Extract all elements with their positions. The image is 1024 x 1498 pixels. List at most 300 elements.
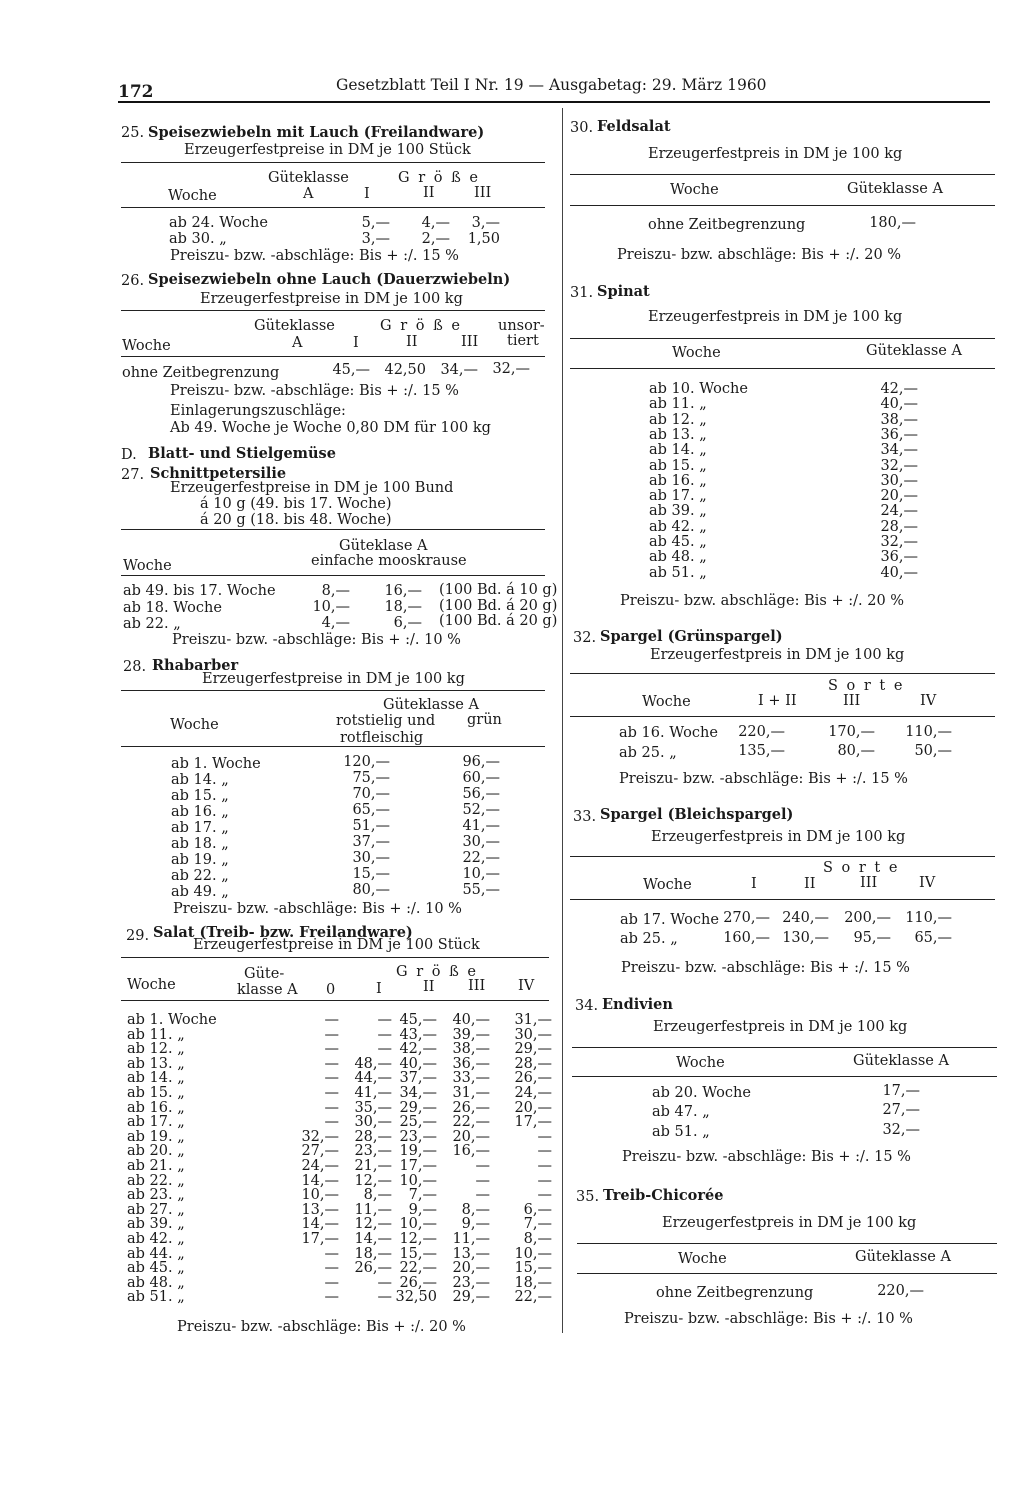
col-header: III xyxy=(468,978,486,994)
cell-note: (100 Bd. á 20 g) xyxy=(439,613,558,629)
cell-price: 32,— xyxy=(880,457,918,474)
cell-price: 42,50 xyxy=(384,362,426,378)
cell-price: 10,— xyxy=(301,1187,339,1204)
column-divider xyxy=(562,108,563,1333)
section-subtitle: Erzeugerfestpreis in DM je 100 kg xyxy=(650,647,905,663)
col-header: II xyxy=(406,334,418,350)
section-title: Spargel (Grünspargel) xyxy=(600,628,783,645)
cell-week: ab 16. „ xyxy=(649,472,707,489)
cell-price: 2,— xyxy=(421,231,450,247)
col-header: A xyxy=(303,186,314,202)
table-rule xyxy=(121,310,545,311)
cell-price: 18,— xyxy=(384,599,422,615)
cell-price: 32,— xyxy=(301,1128,339,1145)
cell-price: — xyxy=(377,1012,392,1028)
table-rule xyxy=(121,162,545,163)
cell-week: ab 13. „ xyxy=(127,1055,185,1072)
cell-note: (100 Bd. á 10 g) xyxy=(439,582,558,598)
cell-price: 40,— xyxy=(880,564,918,581)
cell-price: 28,— xyxy=(514,1055,552,1072)
cell-week: ab 45. „ xyxy=(649,534,707,550)
cell-price: — xyxy=(475,1187,490,1204)
col-header: rotfleischig xyxy=(340,730,424,746)
cell-price: 41,— xyxy=(462,818,500,834)
col-header: grün xyxy=(467,712,502,728)
cell-price: 27,— xyxy=(301,1143,339,1160)
cell-price: 8,— xyxy=(461,1201,490,1218)
cell-price: 12,— xyxy=(399,1231,437,1247)
cell-price: 45,— xyxy=(399,1012,437,1028)
cell-week: ab 10. Woche xyxy=(649,381,748,397)
cell-price: 135,— xyxy=(738,743,785,759)
section-subtitle: Erzeugerfestpreise in DM je 100 Bund xyxy=(170,480,454,496)
cell-week: ab 42. „ xyxy=(649,518,707,535)
cell-week: ab 20. „ xyxy=(127,1143,185,1160)
cell-price: 34,— xyxy=(880,442,918,459)
cell-price: 17,— xyxy=(514,1114,552,1131)
col-header: Woche xyxy=(122,338,171,354)
table-rule xyxy=(570,338,995,339)
cell-price: 10,— xyxy=(312,599,350,615)
cell-week: ab 48. „ xyxy=(649,549,707,566)
cell-price: 220,— xyxy=(738,724,785,740)
cell-price: 39,— xyxy=(452,1026,490,1043)
cell-week: ohne Zeitbegrenzung xyxy=(656,1285,814,1301)
table-rule xyxy=(121,957,549,958)
surcharge-note: Preiszu- bzw. -abschläge: Bis + :/. 15 % xyxy=(622,1149,911,1165)
cell-price: 75,— xyxy=(352,770,390,786)
cell-price: 38,— xyxy=(880,411,918,428)
col-header: G r ö ß e xyxy=(396,964,478,980)
cell-week: ohne Zeitbegrenzung xyxy=(648,217,806,233)
cell-week: ab 16. „ xyxy=(171,804,229,820)
cell-week: ab 1. Woche xyxy=(171,756,261,772)
cell-week: ab 16. Woche xyxy=(619,725,718,741)
surcharge-note: Preiszu- bzw. abschläge: Bis + :/. 20 % xyxy=(617,247,902,263)
cell-week: ab 25. „ xyxy=(620,931,678,947)
cell-price: 20,— xyxy=(452,1128,490,1145)
surcharge-note: Preiszu- bzw. -abschläge: Bis + :/. 10 % xyxy=(172,632,461,648)
col-header: Güteklasse A xyxy=(855,1249,951,1265)
table-rule xyxy=(570,856,995,857)
cell-price: 36,— xyxy=(452,1055,490,1072)
cell-price: 9,— xyxy=(461,1216,490,1233)
cell-price: 56,— xyxy=(462,786,500,802)
cell-week: ab 11. „ xyxy=(127,1026,185,1043)
cell-price: 23,— xyxy=(354,1143,392,1160)
cell-week: ab 22. „ xyxy=(127,1172,185,1189)
cell-price: 50,— xyxy=(914,743,952,759)
section-number: 32. xyxy=(573,630,597,646)
cell-price: 45,— xyxy=(332,362,370,378)
cell-week: ab 22. „ xyxy=(123,616,181,632)
cell-week: ab 17. „ xyxy=(171,820,229,836)
surcharge-note: Preiszu- bzw. -abschläge: Bis + :/. 20 % xyxy=(177,1319,466,1335)
cell-week: ab 15. „ xyxy=(127,1085,185,1101)
cell-price: 18,— xyxy=(514,1274,552,1291)
section-title: Schnittpetersilie xyxy=(150,465,287,482)
cell-week: ab 25. „ xyxy=(619,745,677,761)
cell-price: 24,— xyxy=(514,1085,552,1101)
cell-price: 10,— xyxy=(514,1245,552,1262)
cell-price: 40,— xyxy=(452,1012,490,1028)
surcharge-note: Preiszu- bzw. -abschläge: Bis + :/. 15 % xyxy=(170,248,459,264)
cell-price: — xyxy=(324,1260,339,1277)
section-number: 26. xyxy=(121,273,145,289)
cell-price: 6,— xyxy=(523,1201,552,1218)
cell-price: 30,— xyxy=(352,850,390,866)
cell-price: 26,— xyxy=(354,1260,392,1277)
cell-price: — xyxy=(475,1158,490,1174)
section-number: 27. xyxy=(121,467,145,483)
cell-week: ab 22. „ xyxy=(171,868,229,884)
col-header: Woche xyxy=(672,345,721,361)
cell-price: 17,— xyxy=(301,1231,339,1247)
cell-price: 24,— xyxy=(301,1158,339,1174)
cell-week: ab 17. „ xyxy=(127,1114,185,1131)
table-rule xyxy=(121,575,545,576)
cell-week: ab 12. „ xyxy=(649,411,707,428)
cell-price: 16,— xyxy=(452,1143,490,1160)
section-number: 33. xyxy=(573,809,597,825)
section-title: Feldsalat xyxy=(597,118,671,135)
col-header: I xyxy=(751,876,757,892)
cell-price: — xyxy=(324,1055,339,1072)
cell-price: 29,— xyxy=(452,1289,490,1306)
col-header: Woche xyxy=(170,717,219,733)
cell-price: 30,— xyxy=(880,472,918,489)
cell-price: 32,— xyxy=(882,1122,920,1138)
table-rule xyxy=(121,529,545,530)
table-rule xyxy=(570,205,995,206)
cell-price: 28,— xyxy=(880,518,918,535)
cell-week: ab 19. „ xyxy=(127,1128,185,1145)
section-subtitle: Erzeugerfestpreise in DM je 100 Stück xyxy=(193,937,480,953)
cell-price: 18,— xyxy=(354,1245,392,1262)
cell-price: 1,50 xyxy=(467,231,500,247)
cell-price: 240,— xyxy=(782,910,829,926)
cell-price: — xyxy=(324,1085,339,1101)
cell-price: 170,— xyxy=(828,724,875,740)
cell-price: 42,— xyxy=(880,381,918,397)
col-header: II xyxy=(423,979,435,995)
section-subtitle: Erzeugerfestpreis in DM je 100 kg xyxy=(651,829,906,845)
cell-week: ab 17. „ xyxy=(649,488,707,505)
section-subtitle: Erzeugerfestpreise in DM je 100 kg xyxy=(200,291,463,307)
cell-week: ab 1. Woche xyxy=(127,1012,217,1028)
cell-week: ab 12. „ xyxy=(127,1041,185,1058)
section-title: Blatt- und Stielgemüse xyxy=(148,445,336,462)
col-header: IV xyxy=(919,875,936,891)
cell-price: — xyxy=(537,1158,552,1174)
section-number: 35. xyxy=(576,1189,600,1205)
cell-price: 220,— xyxy=(877,1283,924,1299)
cell-price: 110,— xyxy=(905,910,952,926)
col-header: Güte- xyxy=(244,966,285,982)
col-header: Güteklasse xyxy=(268,170,349,186)
cell-price: 160,— xyxy=(723,930,770,946)
cell-price: 110,— xyxy=(905,724,952,740)
col-header: Güteklasse xyxy=(254,318,335,334)
surcharge-note: Preiszu- bzw. -abschläge: Bis + :/. 15 % xyxy=(170,383,459,399)
cell-week: ab 13. „ xyxy=(649,426,707,443)
cell-price: — xyxy=(537,1143,552,1160)
cell-price: 35,— xyxy=(354,1099,392,1116)
table-rule xyxy=(572,1076,997,1077)
section-title: Rhabarber xyxy=(152,657,239,674)
cell-price: 120,— xyxy=(343,754,390,770)
section-title: Spinat xyxy=(597,283,650,300)
surcharge-note: Preiszu- bzw. -abschläge: Bis + :/. 10 % xyxy=(624,1311,913,1327)
surcharge-note: Preiszu- bzw. -abschläge: Bis + :/. 15 % xyxy=(619,771,908,787)
col-header: S o r t e xyxy=(828,678,905,694)
section-title: Speisezwiebeln ohne Lauch (Dauerzwiebeln) xyxy=(148,271,511,288)
cell-week: ab 14. „ xyxy=(127,1070,185,1087)
cell-price: 36,— xyxy=(880,549,918,566)
section-title: Salat (Treib- bzw. Freilandware) xyxy=(153,924,413,941)
cell-price: 8,— xyxy=(321,583,350,599)
cell-price: — xyxy=(537,1187,552,1204)
cell-week: ab 45. „ xyxy=(127,1260,185,1277)
cell-price: — xyxy=(324,1041,339,1058)
page-number: 172 xyxy=(118,82,154,102)
cell-price: 30,— xyxy=(514,1026,552,1043)
col-header: II xyxy=(423,185,435,201)
col-header: Güteklasse A xyxy=(383,697,479,713)
cell-price: 60,— xyxy=(462,770,500,786)
table-rule xyxy=(570,716,995,717)
cell-price: — xyxy=(324,1070,339,1087)
surcharge-note: Preiszu- bzw. abschläge: Bis + :/. 20 % xyxy=(620,593,905,609)
table-rule xyxy=(570,368,995,369)
section-number: 30. xyxy=(570,120,594,136)
cell-price: — xyxy=(377,1041,392,1058)
table-rule xyxy=(572,1047,997,1048)
cell-price: — xyxy=(324,1274,339,1291)
cell-price: 15,— xyxy=(399,1245,437,1262)
cell-price: 43,— xyxy=(399,1026,437,1043)
section-number: 34. xyxy=(575,998,599,1014)
col-header: G r ö ß e xyxy=(398,170,480,186)
cell-price: 10,— xyxy=(399,1216,437,1233)
cell-price: 30,— xyxy=(462,834,500,850)
cell-price: 32,— xyxy=(492,361,530,377)
cell-price: 13,— xyxy=(452,1245,490,1262)
section-title: Spargel (Bleichspargel) xyxy=(600,806,794,823)
cell-price: 41,— xyxy=(354,1085,392,1101)
cell-price: 11,— xyxy=(452,1231,490,1247)
cell-price: — xyxy=(324,1099,339,1116)
col-header: Woche xyxy=(676,1055,725,1071)
section-subtitle: Erzeugerfestpreise in DM je 100 Stück xyxy=(184,142,471,158)
cell-price: 4,— xyxy=(421,215,450,231)
cell-price: 20,— xyxy=(514,1099,552,1116)
surcharge-note: Preiszu- bzw. -abschläge: Bis + :/. 10 % xyxy=(173,901,462,917)
surcharge-note: Preiszu- bzw. -abschläge: Bis + :/. 15 % xyxy=(621,960,910,976)
cell-price: 180,— xyxy=(869,215,916,231)
col-header: einfache mooskrause xyxy=(311,553,467,569)
cell-week: ab 39. „ xyxy=(127,1216,185,1233)
col-header: unsor- xyxy=(498,318,545,334)
col-header: Güteklasse A xyxy=(847,181,943,197)
cell-price: 32,— xyxy=(880,534,918,550)
cell-price: 80,— xyxy=(837,743,875,759)
cell-note: (100 Bd. á 20 g) xyxy=(439,598,558,614)
col-header: III xyxy=(860,875,878,891)
cell-price: 55,— xyxy=(462,882,500,898)
header-rule xyxy=(118,101,990,103)
col-header: Woche xyxy=(127,977,176,993)
cell-price: 22,— xyxy=(399,1260,437,1277)
col-header: II xyxy=(804,876,816,892)
cell-price: 96,— xyxy=(462,754,500,770)
col-header: III xyxy=(461,334,479,350)
cell-price: 33,— xyxy=(452,1070,490,1087)
cell-price: 40,— xyxy=(880,396,918,413)
table-rule xyxy=(121,690,545,691)
cell-week: ab 15. „ xyxy=(649,457,707,474)
cell-price: 23,— xyxy=(452,1274,490,1291)
cell-price: 80,— xyxy=(352,882,390,898)
cell-price: 20,— xyxy=(880,488,918,505)
section-number: 25. xyxy=(121,125,145,141)
cell-week: ab 44. „ xyxy=(127,1245,185,1262)
cell-price: — xyxy=(475,1172,490,1189)
table-rule xyxy=(570,673,995,674)
col-header: Woche xyxy=(670,182,719,198)
cell-price: 31,— xyxy=(452,1085,490,1101)
cell-week: ab 11. „ xyxy=(649,396,707,413)
col-header: Woche xyxy=(168,188,217,204)
section-subtitle: Erzeugerfestpreis in DM je 100 kg xyxy=(653,1019,908,1035)
cell-price: 30,— xyxy=(354,1114,392,1131)
cell-week: ohne Zeitbegrenzung xyxy=(122,365,280,381)
cell-price: 48,— xyxy=(354,1055,392,1072)
section-number: 29. xyxy=(126,928,150,944)
table-rule xyxy=(121,207,545,208)
cell-price: 14,— xyxy=(354,1231,392,1247)
col-header: Woche xyxy=(123,558,172,574)
cell-price: 42,— xyxy=(399,1041,437,1058)
col-header: III xyxy=(474,185,492,201)
section-note: á 20 g (18. bis 48. Woche) xyxy=(200,512,392,528)
section-subtitle: Erzeugerfestpreise in DM je 100 kg xyxy=(202,671,465,687)
cell-price: 9,— xyxy=(408,1201,437,1218)
cell-week: ab 19. „ xyxy=(171,852,229,868)
cell-week: ab 51. „ xyxy=(127,1289,185,1306)
cell-price: 65,— xyxy=(914,930,952,946)
cell-price: 28,— xyxy=(354,1128,392,1145)
cell-week: ab 16. „ xyxy=(127,1099,185,1116)
section-title: Treib-Chicorée xyxy=(603,1187,724,1204)
col-header: G r ö ß e xyxy=(380,318,462,334)
cell-week: ab 24. Woche xyxy=(169,215,268,231)
col-header: Woche xyxy=(678,1251,727,1267)
cell-price: — xyxy=(537,1128,552,1145)
table-rule xyxy=(121,356,545,357)
col-header: Güteklasse A xyxy=(853,1053,949,1069)
cell-price: 15,— xyxy=(352,866,390,882)
table-rule xyxy=(577,1243,997,1244)
cell-price: — xyxy=(324,1245,339,1262)
section-title: Speisezwiebeln mit Lauch (Freilandware) xyxy=(148,124,485,141)
cell-week: ab 51. „ xyxy=(649,564,707,581)
section-number: 28. xyxy=(123,659,147,675)
cell-price: 22,— xyxy=(462,850,500,866)
cell-week: ab 20. Woche xyxy=(652,1085,751,1101)
cell-price: 38,— xyxy=(452,1041,490,1058)
cell-price: 8,— xyxy=(523,1231,552,1247)
col-header: Woche xyxy=(642,694,691,710)
cell-price: 65,— xyxy=(352,802,390,818)
cell-price: 34,— xyxy=(440,362,478,378)
col-header: IV xyxy=(920,693,937,709)
cell-price: — xyxy=(377,1026,392,1043)
cell-price: 12,— xyxy=(354,1216,392,1233)
cell-week: ab 39. „ xyxy=(649,503,707,520)
cell-price: 29,— xyxy=(399,1099,437,1116)
cell-week: ab 14. „ xyxy=(649,442,707,459)
cell-price: — xyxy=(377,1289,392,1306)
section-subtitle: Erzeugerfestpreis in DM je 100 kg xyxy=(648,146,903,162)
col-header: IV xyxy=(518,978,535,994)
col-header: III xyxy=(843,693,861,709)
cell-price: 26,— xyxy=(399,1274,437,1291)
cell-price: 11,— xyxy=(354,1201,392,1218)
cell-week: ab 49. „ xyxy=(171,884,229,900)
cell-week: ab 15. „ xyxy=(171,788,229,804)
cell-price: 17,— xyxy=(399,1158,437,1174)
cell-week: ab 23. „ xyxy=(127,1187,185,1204)
cell-price: 22,— xyxy=(514,1289,552,1306)
cell-price: 3,— xyxy=(361,231,390,247)
cell-price: 12,— xyxy=(354,1172,392,1189)
cell-price: 130,— xyxy=(782,930,829,946)
cell-price: 20,— xyxy=(452,1260,490,1277)
section-title: Endivien xyxy=(602,996,673,1013)
cell-price: 13,— xyxy=(301,1201,339,1218)
running-title: Gesetzblatt Teil I Nr. 19 — Ausgabetag: 29. März 1960 xyxy=(336,76,767,94)
cell-price: 16,— xyxy=(384,583,422,599)
col-header: Güteklase A xyxy=(339,538,428,554)
cell-price: — xyxy=(324,1114,339,1131)
table-rule xyxy=(570,899,995,900)
cell-price: 7,— xyxy=(408,1187,437,1204)
cell-price: 270,— xyxy=(723,910,770,926)
cell-price: 40,— xyxy=(399,1055,437,1072)
cell-week: ab 51. „ xyxy=(652,1124,710,1140)
cell-price: 3,— xyxy=(471,215,500,231)
cell-week: ab 18. „ xyxy=(171,836,229,852)
cell-price: — xyxy=(324,1012,339,1028)
section-number: D. xyxy=(121,447,137,463)
col-header: S o r t e xyxy=(823,860,900,876)
cell-price: 26,— xyxy=(514,1070,552,1087)
cell-price: 22,— xyxy=(452,1114,490,1131)
col-header: I + II xyxy=(758,693,797,709)
col-header: I xyxy=(353,335,359,351)
cell-price: 32,50 xyxy=(395,1289,437,1306)
cell-price: 200,— xyxy=(844,910,891,926)
cell-price: — xyxy=(377,1274,392,1291)
cell-price: 37,— xyxy=(352,834,390,850)
cell-week: ab 21. „ xyxy=(127,1158,185,1174)
cell-price: 5,— xyxy=(361,215,390,231)
cell-week: ab 14. „ xyxy=(171,772,229,788)
col-header: I xyxy=(376,981,382,997)
cell-price: 15,— xyxy=(514,1260,552,1277)
cell-price: 17,— xyxy=(882,1083,920,1099)
